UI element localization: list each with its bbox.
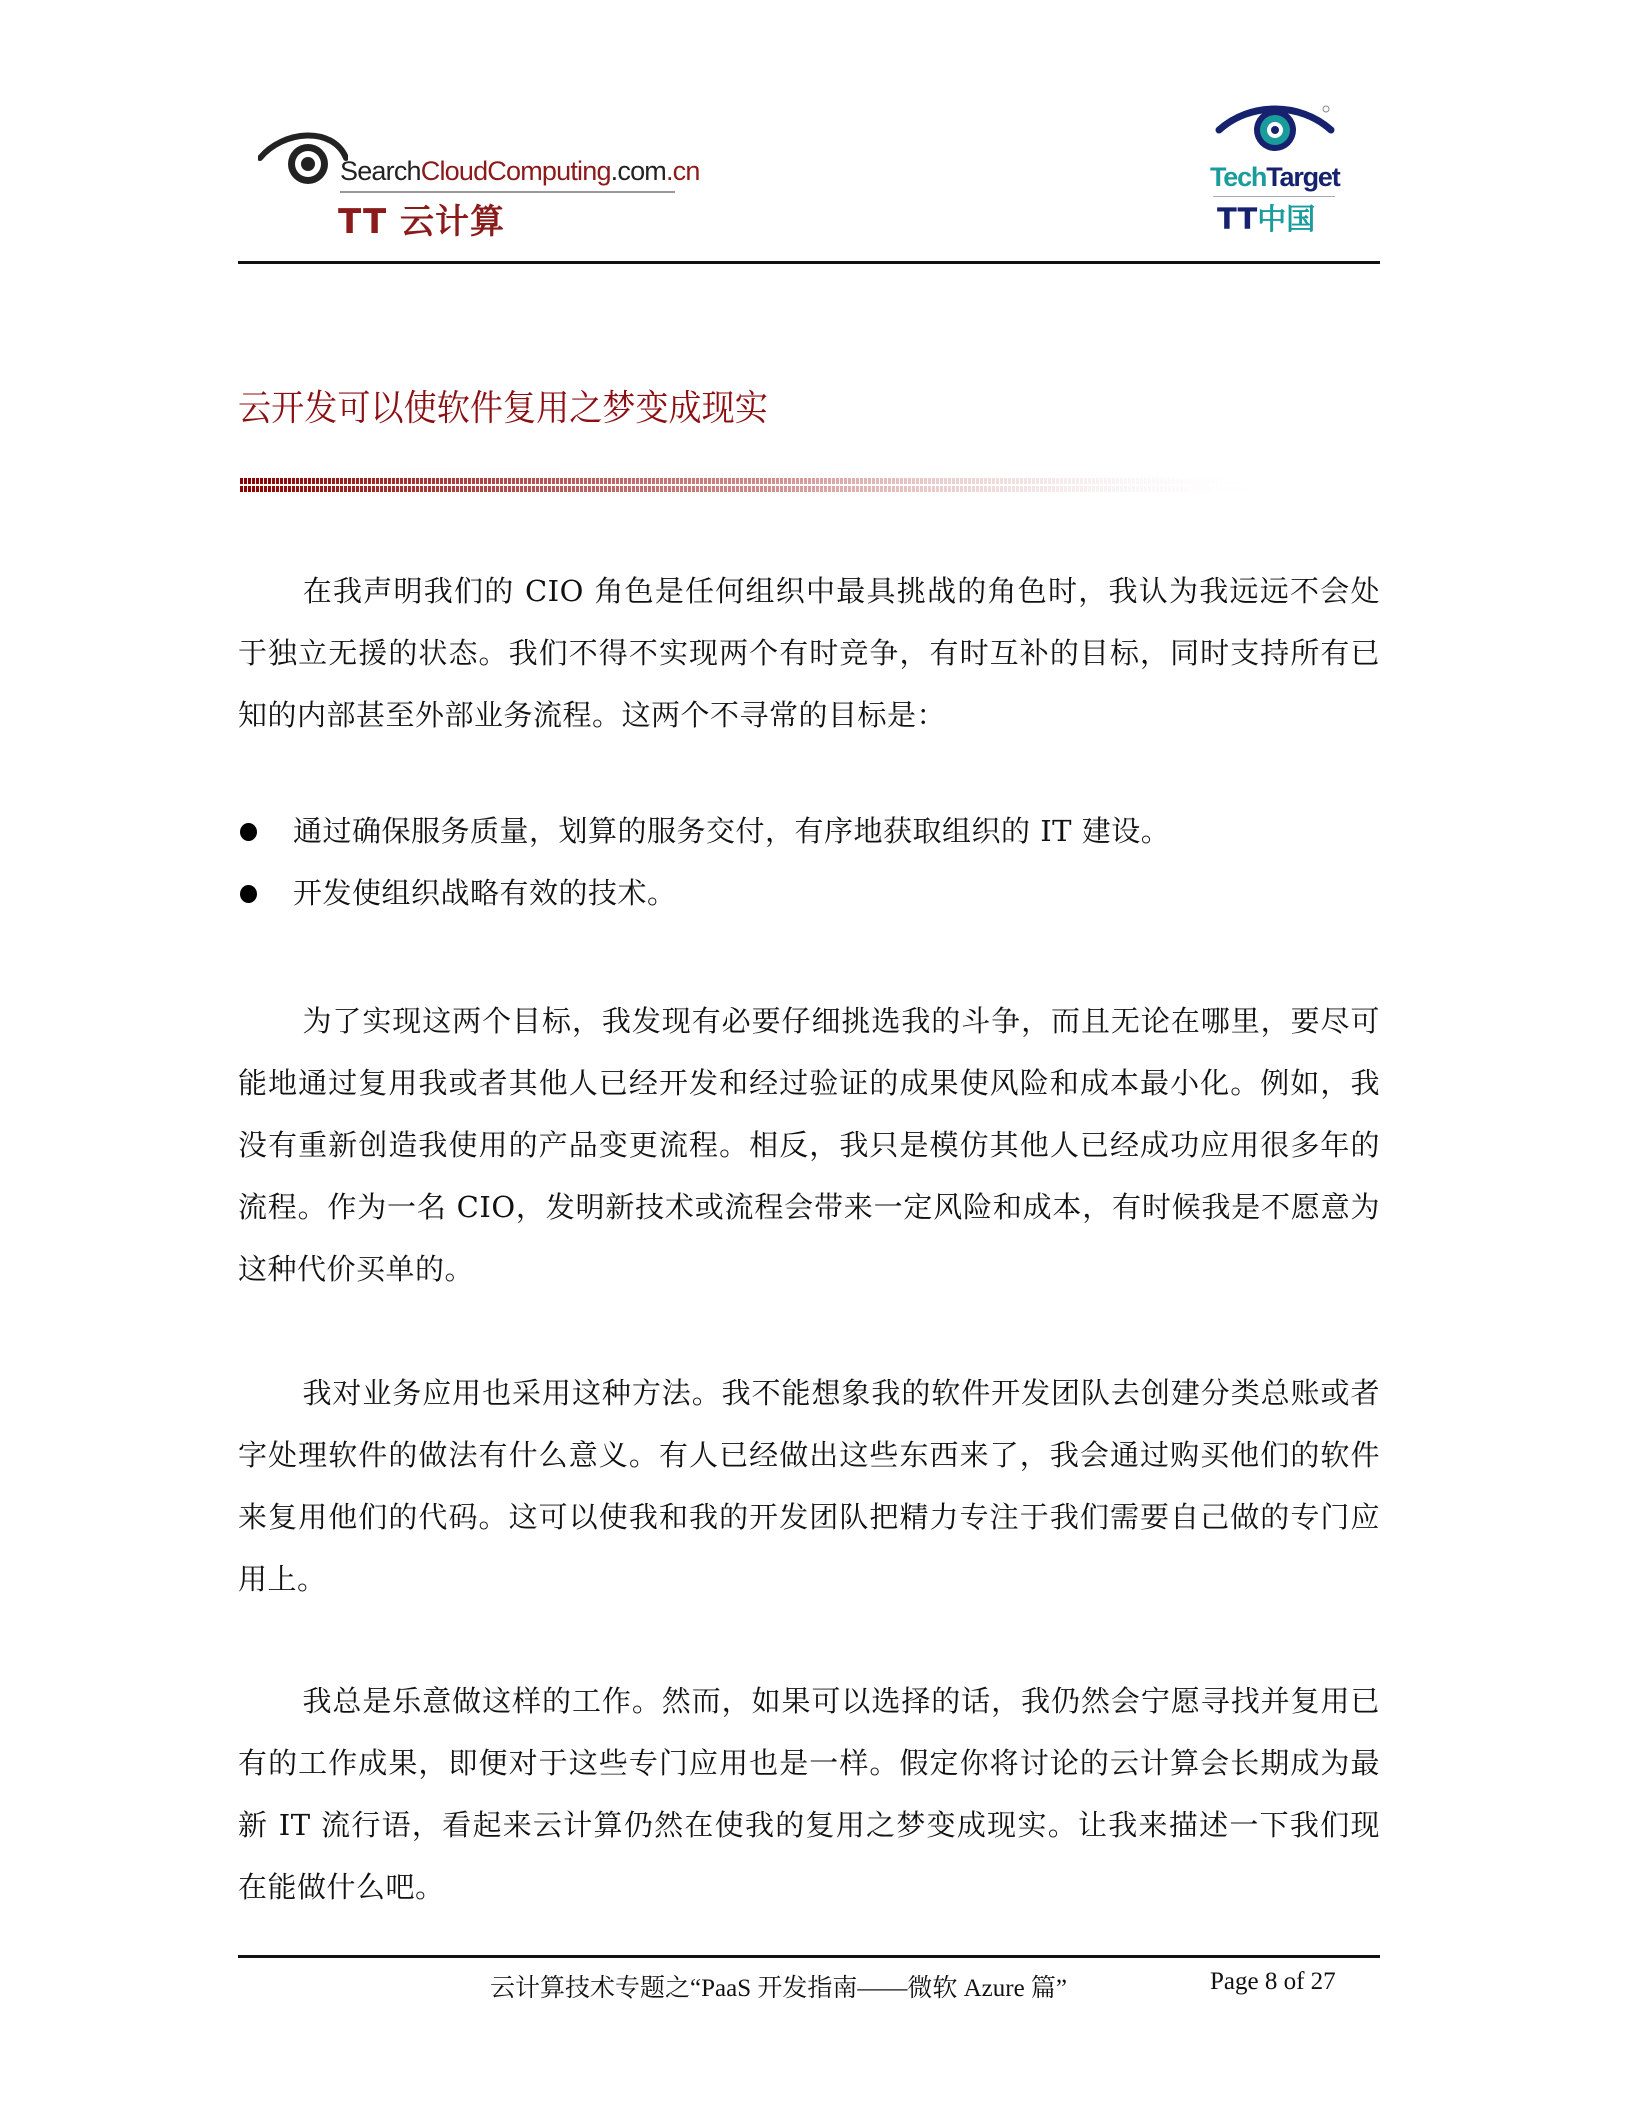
site-name-part: CloudComputing	[420, 156, 611, 186]
site-name-part: .cn	[665, 156, 700, 186]
list-item-text: 开发使组织战略有效的技术。	[293, 876, 677, 910]
paragraph	[238, 560, 1380, 746]
article-title: 云开发可以使软件复用之梦变成现实	[238, 388, 768, 429]
list-item	[238, 862, 1380, 924]
bullet-list	[238, 800, 1380, 924]
site-name	[340, 156, 700, 187]
page-number: Page 8 of 27	[1210, 1968, 1336, 1995]
site-name-part: Search	[340, 156, 421, 186]
eye-logo-icon	[1215, 100, 1335, 162]
searchcloudcomputing-logo	[258, 128, 700, 242]
tt-china-wordmark	[1217, 197, 1315, 238]
paragraph	[238, 1362, 1380, 1610]
paragraph-text: 为了实现这两个目标，我发现有必要仔细挑选我的斗争，而且无论在哪里，要尽可能地通过复用我或者其他人已经开发和经过验证的成果使风险和成本最小化。例如，我没有重新创造我使用的产品变更流程。相反，我只是模仿其他人已经成功应用很多年的流程。作为一名 CIO，发明新技术或流程会带来一定风险和成本，有时候我是不愿意为这种代价买单的。	[238, 1004, 1380, 1286]
header-divider	[238, 261, 1380, 264]
paragraph	[238, 1670, 1380, 1918]
list-item-text: 通过确保服务质量，划算的服务交付，有序地获取组织的 IT 建设。	[293, 814, 1171, 848]
brand-part: 中国	[1257, 202, 1316, 236]
brand-part: TT	[1217, 202, 1258, 236]
bullet-icon	[240, 823, 257, 841]
brand-part: Target	[1266, 162, 1340, 192]
brand-part: Tech	[1210, 162, 1267, 192]
decorative-divider	[240, 478, 1280, 492]
paragraph	[238, 990, 1380, 1300]
footer-document-title: 云计算技术专题之“PaaS 开发指南——微软 Azure 篇”	[490, 1975, 1068, 2002]
techtarget-wordmark	[1210, 162, 1340, 193]
paragraph-text: 我总是乐意做这样的工作。然而，如果可以选择的话，我仍然会宁愿寻找并复用已有的工作成果，即便对于这些专门应用也是一样。假定你将讨论的云计算会长期成为最新 IT 流行语，看起来云计算仍然在使我的复用之梦变成现实。让我来描述一下我们现在能做什么吧。	[238, 1684, 1380, 1904]
techtarget-logo	[1205, 100, 1345, 240]
site-name-part: .com	[610, 156, 666, 186]
list-item	[238, 800, 1380, 862]
logo-divider	[340, 191, 675, 193]
paragraph-text: 在我声明我们的 CIO 角色是任何组织中最具挑战的角色时，我认为我远远不会处于独立无援的状态。我们不得不实现两个有时竞争，有时互补的目标，同时支持所有已知的内部甚至外部业务流程。这两个不寻常的目标是：	[238, 574, 1380, 732]
paragraph-text: 我对业务应用也采用这种方法。我不能想象我的软件开发团队去创建分类总账或者字处理软件的做法有什么意义。有人已经做出这些东西来了，我会通过购买他们的软件来复用他们的代码。这可以使我和我的开发团队把精力专注于我们需要自己做的专门应用上。	[238, 1376, 1380, 1596]
bullet-icon	[240, 885, 257, 903]
eye-logo-icon	[258, 128, 348, 188]
site-subtitle: TT 云计算	[338, 202, 506, 242]
footer-divider	[238, 1955, 1380, 1958]
